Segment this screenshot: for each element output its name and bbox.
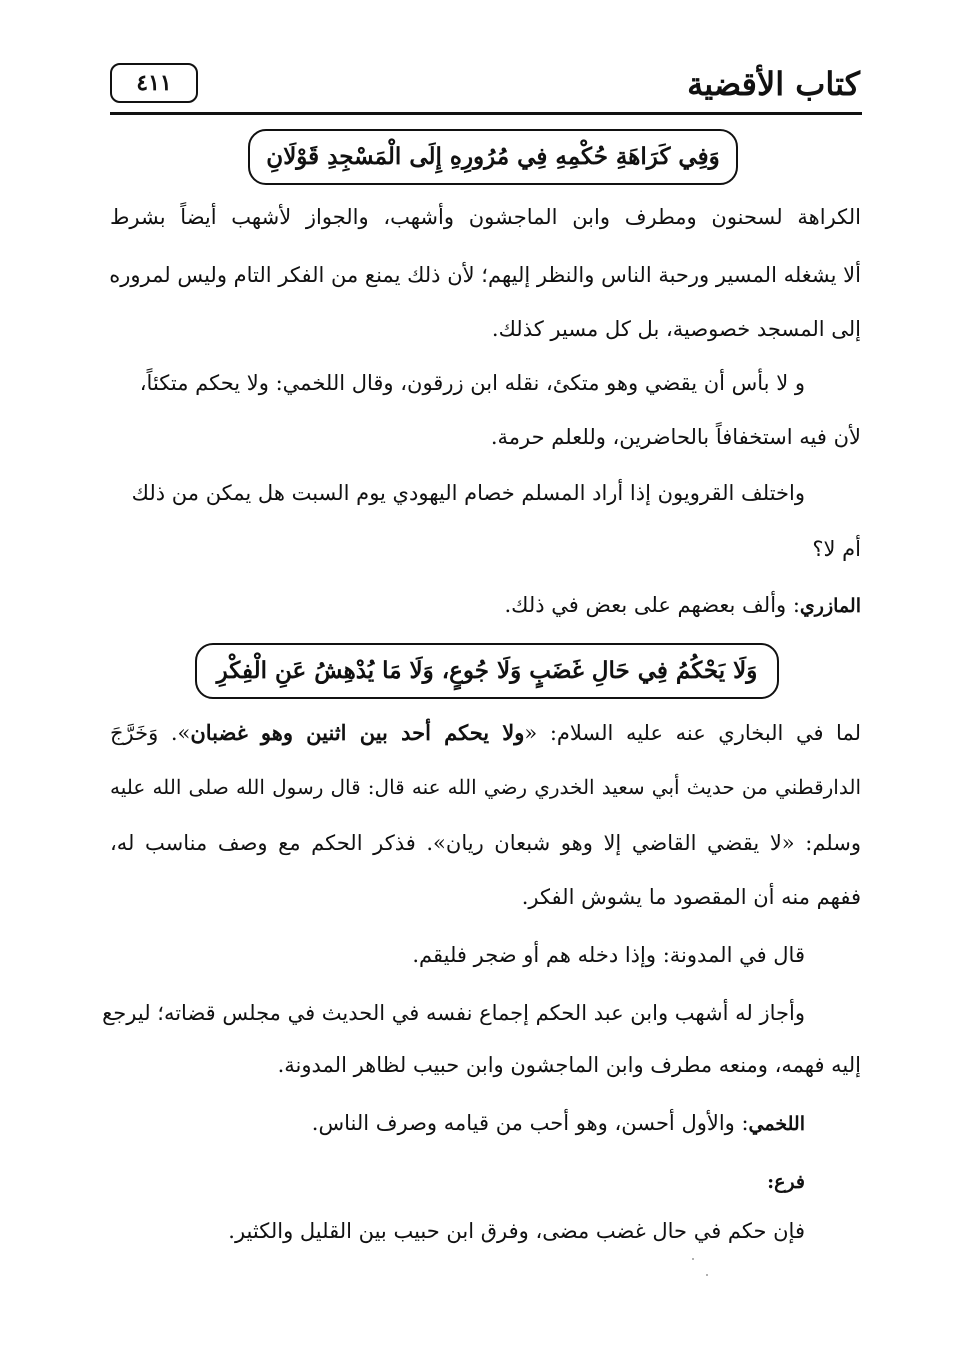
scan-speck bbox=[706, 1274, 708, 1276]
section-heading-2-text: وَلَا يَحْكُمُ فِي حَالِ غَضَبٍ وَلَا جُوعٍ، وَلَا مَا يُدْهِشُ عَنِ الْفِكْرِ bbox=[216, 657, 758, 684]
text-line-13: قال في المدونة: وإذا دخله هم أو ضجر فليقم. bbox=[412, 943, 805, 967]
mazari-label: المازري bbox=[799, 595, 861, 617]
text-line-9 bbox=[110, 716, 861, 750]
text-line-4: و لا بأس أن يقضي وهو متكئ، نقله ابن زرقون، وقال اللخمي: ولا يحكم متكئاً، bbox=[139, 371, 805, 395]
text-line-10: الدارقطني من حديث أبي سعيد الخدري رضي الله عنه قال: قال رسول الله صلى الله عليه bbox=[110, 775, 861, 799]
mazari-text: : وألف بعضهم على بعض في ذلك. bbox=[504, 593, 800, 617]
book-title: كتاب الأقضية bbox=[687, 65, 860, 103]
text-line-14: وأجاز له أشهب وابن عبد الحكم إجماع نفسه في الحديث في مجلس قضاته؛ ليرجع bbox=[102, 1001, 805, 1025]
quote-outro: ». وَخَرَّجَ bbox=[110, 721, 191, 745]
running-head bbox=[110, 55, 860, 113]
page-number: ٤١١ bbox=[110, 63, 198, 103]
far-label: فرع: bbox=[767, 1171, 805, 1193]
lakhmi-text: : والأول أحسن، وهو أحب من قيامه وصرف الناس. bbox=[311, 1111, 749, 1135]
lakhmi-label: اللخمي bbox=[748, 1113, 805, 1135]
text-line-1: الكراهة لسحنون ومطرف وابن الماجشون وأشهب، والجواز لأشهب أيضاً بشرط bbox=[110, 205, 861, 229]
text-line-5: لأن فيه استخفافاً بالحاضرين، وللعلم حرمة. bbox=[490, 425, 861, 449]
section-heading-1-text: وَفِي كَرَاهَةِ حُكْمِهِ فِي مُرُورِهِ إِلَى الْمَسْجِدِ قَوْلَانِ bbox=[266, 143, 720, 170]
text-line-2: ألا يشغله المسير ورحبة الناس والنظر إليهم؛ لأن ذلك يمنع من الفكر التام وليس لمروره bbox=[109, 263, 861, 287]
section-heading-2 bbox=[195, 643, 779, 699]
text-line-18: فإن حكم في حال غضب مضى، وفرق ابن حبيب بين القليل والكثير. bbox=[228, 1219, 805, 1243]
quote-intro: لما في البخاري عنه عليه السلام: « bbox=[524, 721, 861, 745]
text-line-17 bbox=[767, 1164, 805, 1198]
text-line-3: إلى المسجد خصوصية، بل كل مسير كذلك. bbox=[491, 317, 861, 341]
hadith-quote: ولا يحكم أحد بين اثنين وهو غضبان bbox=[190, 720, 525, 745]
section-heading-1 bbox=[248, 129, 738, 185]
text-line-6: واختلف القرويون إذا أراد المسلم خصام اليهودي يوم السبت هل يمكن من ذلك bbox=[131, 481, 805, 505]
text-line-16 bbox=[312, 1106, 805, 1140]
text-line-11: وسلم: «لا يقضي القاضي إلا وهو شبعان ريان». فذكر الحكم مع وصف مناسب له، bbox=[110, 831, 861, 855]
scan-speck bbox=[692, 1258, 694, 1260]
header-rule bbox=[110, 112, 862, 115]
text-line-8 bbox=[504, 588, 861, 622]
text-line-7: أم لا؟ bbox=[812, 537, 861, 561]
text-line-15: إليه فهمه، ومنعه مطرف وابن الماجشون وابن حبيب لظاهر المدونة. bbox=[277, 1053, 861, 1077]
text-line-12: ففهم منه أن المقصود ما يشوش الفكر. bbox=[521, 885, 861, 909]
